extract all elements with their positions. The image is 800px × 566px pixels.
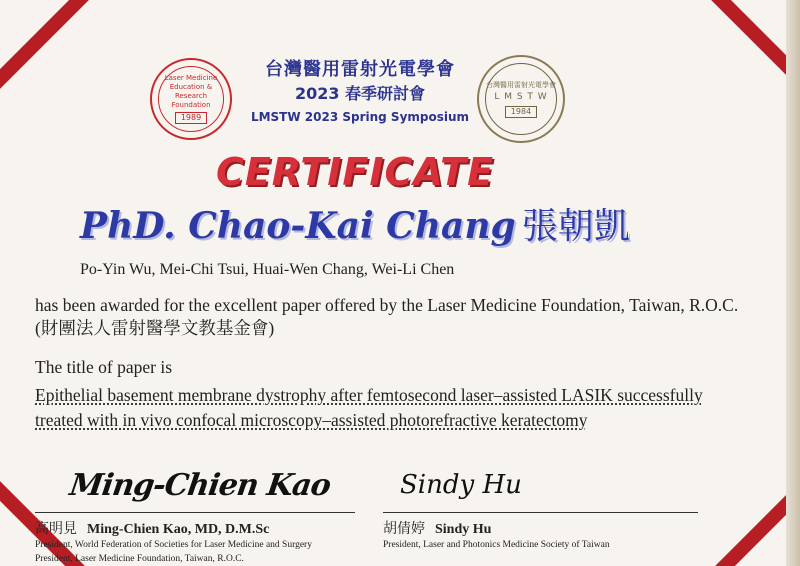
signature-right: Sindy Hu [400,470,522,500]
signer-right-name [383,518,491,538]
foundation-seal-logo [150,58,232,140]
paper-title-text: Epithelial basement membrane dystrophy after femtosecond laser–assisted LASIK successfully treated with in vivo confocal microscopy–assisted photorefractive keratectomy [35,385,703,430]
recipient-name-cn: 張朝凱 [521,206,630,247]
signer-left-name-cn: 高明見 [35,521,77,537]
symposium-title-en: LMSTW 2023 Spring Symposium [250,110,470,124]
signer-right-name-cn: 胡倩婷 [383,521,425,537]
ribbon-top-left [0,0,105,104]
signer-right-titles [383,538,610,552]
signer-right-title-1: President, Laser and Photonics Medicine Society of Taiwan [383,540,610,550]
recipient-name [80,198,630,249]
seal-left-year: 1989 [175,112,207,124]
ribbon-top-right [695,0,800,104]
society-title-cn: 台灣醫用雷射光電學會 [265,59,455,80]
recipient-name-en: PhD. Chao-Kai Chang [80,205,516,247]
seal-right-text: 台灣醫用雷射光電學會 [486,80,556,89]
event-header [240,58,480,128]
signer-left-title-1: President, World Federation of Societies for Laser Medicine and Surgery [35,540,312,550]
ribbon-bottom-right [695,466,800,566]
signer-left-titles [35,538,312,566]
seal-right-mid: L M S T W [494,91,548,102]
certificate-heading: CERTIFICATE [215,150,495,194]
seal-left-text: Laser Medicine Education & Research Foundation [164,74,218,109]
signature-left: Ming-Chien Kao [67,468,333,503]
signer-left-name [35,518,269,538]
folder-edge [786,0,800,566]
signature-line-right [383,512,698,513]
paper-title [35,383,725,433]
society-seal-logo [477,55,565,143]
signer-right-name-en: Sindy Hu [435,522,492,537]
paper-title-label: The title of paper is [35,357,173,377]
signer-left-name-en: Ming-Chien Kao, MD, D.M.Sc [87,522,270,537]
award-text: has been awarded for the excellent paper offered by the Laser Medicine Foundation, Taiwan, R.O.C. (財團法人雷射醫學文教基金會) [35,295,739,338]
co-authors: Po-Yin Wu, Mei-Chi Tsui, Huai-Wen Chang, Wei-Li Chen [80,261,455,278]
seal-right-year: 1984 [505,106,537,118]
signature-line-left [35,512,355,513]
signer-left-title-2: President, Laser Medicine Foundation, Taiwan, R.O.C. [35,554,244,564]
symposium-title-cn: 2023 春季研討會 [294,84,426,103]
